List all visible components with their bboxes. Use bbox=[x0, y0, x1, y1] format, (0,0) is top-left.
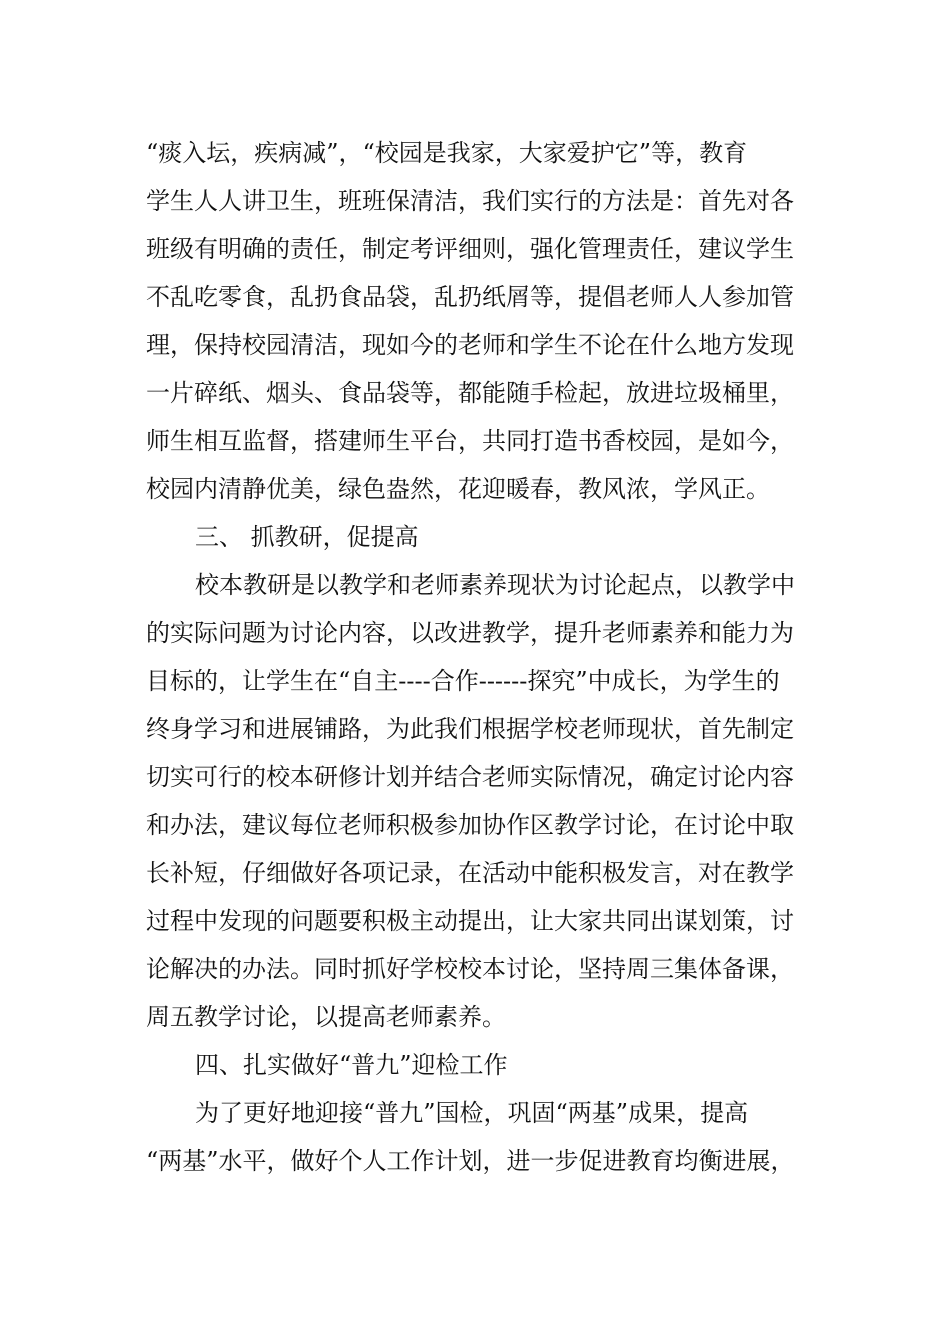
paragraph-line: “两基”水平，做好个人工作计划，进一步促进教育均衡进展， bbox=[146, 1147, 795, 1175]
section-heading: 三、 抓教研，促提高 bbox=[195, 523, 419, 551]
paragraph-line: 校本教研是以教学和老师素养现状为讨论起点，以教学中 bbox=[195, 571, 795, 599]
paragraph-line: 论解决的办法。同时抓好学校校本讨论，坚持周三集体备课， bbox=[146, 955, 794, 983]
paragraph-line: 目标的，让学生在“自主----合作------探究”中成长，为学生的 bbox=[146, 667, 780, 695]
paragraph-line: 校园内清静优美，绿色盎然，花迎暖春，教风浓，学风正。 bbox=[146, 475, 770, 503]
section-heading: 四、扎实做好“普九”迎检工作 bbox=[195, 1051, 508, 1079]
paragraph-line: 过程中发现的问题要积极主动提出，让大家共同出谋划策，讨 bbox=[146, 907, 794, 935]
paragraph-line: 一片碎纸、烟头、食品袋等，都能随手检起，放进垃圾桶里， bbox=[146, 379, 794, 407]
paragraph-line: 为了更好地迎接“普九”国检，巩固“两基”成果，提高 bbox=[195, 1099, 749, 1127]
paragraph-line: 不乱吃零食，乱扔食品袋，乱扔纸屑等，提倡老师人人参加管 bbox=[146, 283, 794, 311]
paragraph-line: 学生人人讲卫生，班班保清洁，我们实行的方法是：首先对各 bbox=[146, 187, 794, 215]
paragraph-line: 师生相互监督，搭建师生平台，共同打造书香校园，是如今， bbox=[146, 427, 794, 455]
paragraph-line: 的实际问题为讨论内容，以改进教学，提升老师素养和能力为 bbox=[146, 619, 794, 647]
paragraph-line: 班级有明确的责任，制定考评细则，强化管理责任，建议学生 bbox=[146, 235, 794, 263]
paragraph-line: 长补短，仔细做好各项记录，在活动中能积极发言，对在教学 bbox=[146, 859, 794, 887]
paragraph-line: “痰入坛，疾病减”，“校园是我家，大家爱护它”等，教育 bbox=[146, 139, 748, 167]
paragraph-line: 和办法，建议每位老师积极参加协作区教学讨论，在讨论中取 bbox=[146, 811, 794, 839]
paragraph-line: 理，保持校园清洁，现如今的老师和学生不论在什么地方发现 bbox=[146, 331, 794, 359]
paragraph-line: 周五教学讨论，以提高老师素养。 bbox=[146, 1003, 506, 1031]
paragraph-line: 终身学习和进展铺路，为此我们根据学校老师现状，首先制定 bbox=[146, 715, 794, 743]
paragraph-line: 切实可行的校本研修计划并结合老师实际情况，确定讨论内容 bbox=[146, 763, 794, 791]
